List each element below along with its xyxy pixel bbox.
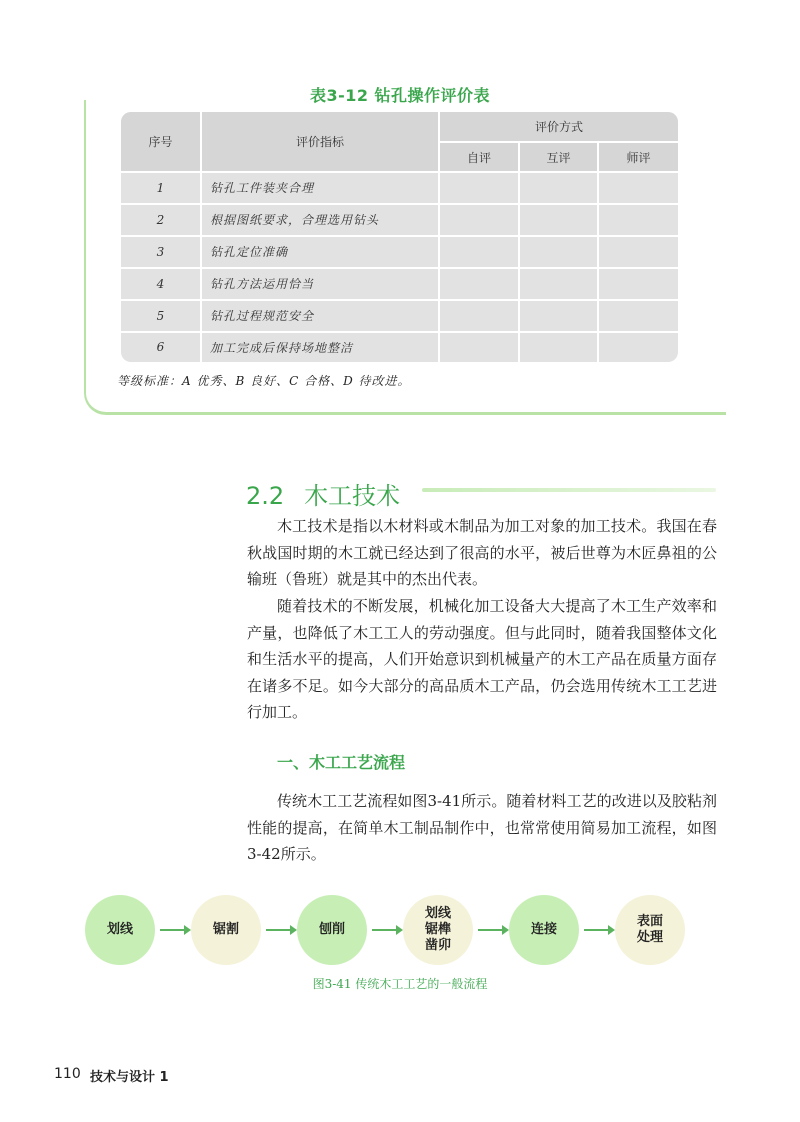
self-cell bbox=[439, 268, 519, 300]
header-index: 序号 bbox=[121, 112, 201, 172]
self-cell bbox=[439, 172, 519, 204]
self-cell bbox=[439, 236, 519, 268]
teacher-cell bbox=[598, 300, 678, 332]
subheading-woodwork-process: 一、木工工艺流程 bbox=[277, 753, 406, 772]
flow-step-sawing bbox=[191, 895, 261, 965]
flow-step-label: 连接 bbox=[530, 922, 557, 937]
peer-cell bbox=[519, 332, 598, 362]
row-criteria: 钻孔过程规范安全 bbox=[201, 300, 439, 332]
table-row bbox=[121, 332, 678, 362]
row-index: 4 bbox=[121, 268, 201, 300]
teacher-cell bbox=[598, 332, 678, 362]
flow-step-label: 表面 处理 bbox=[636, 914, 663, 945]
header-method: 评价方式 bbox=[439, 112, 678, 142]
header-peer: 互评 bbox=[519, 142, 598, 172]
flow-step-marking bbox=[85, 895, 155, 965]
self-cell bbox=[439, 204, 519, 236]
grade-standard-note: 等级标准：A 优秀、B 良好、C 合格、D 待改进。 bbox=[117, 374, 411, 388]
flow-arrow bbox=[372, 929, 401, 931]
table-row bbox=[121, 236, 678, 268]
peer-cell bbox=[519, 236, 598, 268]
table-row bbox=[121, 300, 678, 332]
flow-arrow bbox=[266, 929, 295, 931]
table-caption: 表3-12 钻孔操作评价表 bbox=[309, 86, 491, 105]
flow-step-label: 刨削 bbox=[318, 922, 345, 937]
peer-cell bbox=[519, 268, 598, 300]
self-cell bbox=[439, 300, 519, 332]
self-cell bbox=[439, 332, 519, 362]
row-criteria: 加工完成后保持场地整洁 bbox=[201, 332, 439, 362]
row-index: 5 bbox=[121, 300, 201, 332]
flow-step-joining bbox=[509, 895, 579, 965]
section-heading-rule bbox=[422, 488, 716, 492]
row-index: 2 bbox=[121, 204, 201, 236]
header-teacher: 师评 bbox=[598, 142, 678, 172]
flow-step-label: 划线 bbox=[106, 922, 133, 937]
row-index: 6 bbox=[121, 332, 201, 362]
header-criteria: 评价指标 bbox=[201, 112, 439, 172]
peer-cell bbox=[519, 172, 598, 204]
paragraph-process: 传统木工工艺流程如图3-41所示。随着材料工艺的改进以及胶粘剂性能的提高，在简单木工制品制作中，也常常使用简易加工流程，如图3-42所示。 bbox=[247, 792, 717, 863]
flow-step-tenon-mortise bbox=[403, 895, 473, 965]
teacher-cell bbox=[598, 268, 678, 300]
table-row bbox=[121, 204, 678, 236]
flow-step-finishing bbox=[615, 895, 685, 965]
paragraph-development: 随着技术的不断发展，机械化加工设备大大提高了木工生产效率和产量，也降低了木工工人的劳动强度。但与此同时，随着我国整体文化和生活水平的提高，人们开始意识到机械量产的木工产品在质量方面存在诸多不足。如今大部分的高品质木工产品，仍会选用传统木工工艺进行加工。 bbox=[247, 597, 717, 721]
flow-arrow bbox=[160, 929, 189, 931]
paragraph-intro: 木工技术是指以木材料或木制品为加工对象的加工技术。我国在春秋战国时期的木工就已经达到了很高的水平，被后世尊为木匠鼻祖的公输班（鲁班）就是其中的杰出代表。 bbox=[247, 517, 717, 588]
teacher-cell bbox=[598, 236, 678, 268]
evaluation-table bbox=[121, 112, 678, 362]
table-row bbox=[121, 268, 678, 300]
row-index: 1 bbox=[121, 172, 201, 204]
flow-step-label: 划线 锯榫 凿卯 bbox=[424, 906, 451, 953]
page-number: 110 bbox=[54, 1066, 81, 1082]
teacher-cell bbox=[598, 204, 678, 236]
flow-step-label: 锯割 bbox=[212, 922, 239, 937]
section-title: 木工技术 bbox=[304, 482, 401, 510]
row-criteria: 钻孔定位准确 bbox=[201, 236, 439, 268]
peer-cell bbox=[519, 300, 598, 332]
figure-caption: 图3-41 传统木工工艺的一般流程 bbox=[312, 977, 488, 991]
header-self: 自评 bbox=[439, 142, 519, 172]
row-index: 3 bbox=[121, 236, 201, 268]
section-number: 2.2 bbox=[246, 482, 285, 510]
book-title: 技术与设计 1 bbox=[90, 1070, 169, 1085]
flow-step-planing bbox=[297, 895, 367, 965]
peer-cell bbox=[519, 204, 598, 236]
row-criteria: 钻孔方法运用恰当 bbox=[201, 268, 439, 300]
row-criteria: 钻孔工件装夹合理 bbox=[201, 172, 439, 204]
flow-arrow bbox=[584, 929, 613, 931]
flow-arrow bbox=[478, 929, 507, 931]
teacher-cell bbox=[598, 172, 678, 204]
section-heading bbox=[246, 476, 400, 511]
table-row bbox=[121, 172, 678, 204]
row-criteria: 根据图纸要求，合理选用钻头 bbox=[201, 204, 439, 236]
